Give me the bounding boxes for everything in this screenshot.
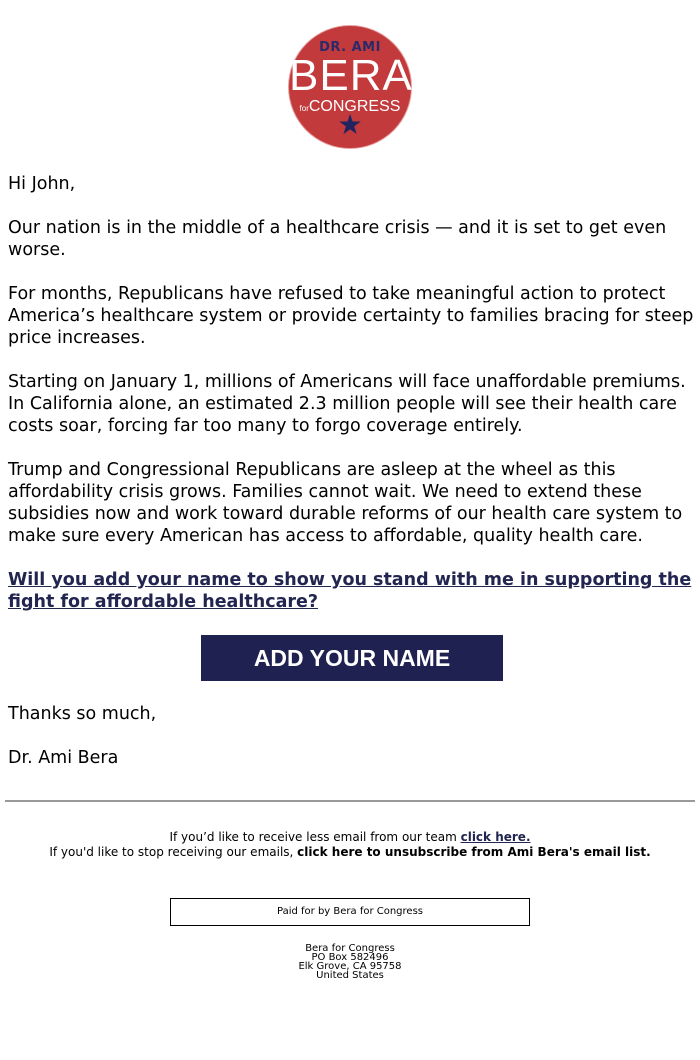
mailing-address bbox=[0, 944, 700, 980]
unsubscribe-text: If you'd like to stop receiving our emails, bbox=[49, 845, 298, 859]
address-line: Elk Grove, CA 95758 bbox=[298, 961, 402, 972]
paid-for-disclaimer: Paid for by Bera for Congress bbox=[170, 898, 530, 926]
logo-line1: DR. AMI bbox=[319, 40, 381, 55]
address-line: United States bbox=[316, 970, 384, 981]
address-line: PO Box 582496 bbox=[311, 952, 389, 963]
campaign-logo bbox=[289, 26, 411, 148]
paragraph: Trump and Congressional Republicans are asleep at the wheel as this affordability crisis grows. Families cannot wait. We need to extend these subsidies now and work toward durable reforms of our health care system to make sure every American has access to affordable, quality health care. bbox=[8, 460, 683, 546]
add-your-name-button[interactable]: ADD YOUR NAME bbox=[201, 635, 503, 681]
footer-links bbox=[0, 830, 700, 860]
less-email-link[interactable]: click here. bbox=[460, 830, 531, 844]
email-body bbox=[8, 173, 696, 791]
address-line: Bera for Congress bbox=[305, 943, 395, 954]
logo-congress: CONGRESS bbox=[308, 98, 401, 115]
logo-line2: BERA bbox=[289, 51, 413, 100]
signoff: Thanks so much, bbox=[8, 704, 157, 724]
logo-for: for bbox=[299, 104, 309, 113]
divider bbox=[5, 800, 695, 802]
paragraph: For months, Republicans have refused to take meaningful action to protect America’s healthcare system or provide certainty to families bracing for steep price increases. bbox=[8, 284, 694, 348]
cta-link[interactable]: Will you add your name to show you stand with me in supporting the fight for affordable healthcare? bbox=[8, 570, 692, 612]
paragraph: Our nation is in the middle of a healthcare crisis — and it is set to get even worse. bbox=[8, 218, 667, 260]
paragraph: Starting on January 1, millions of Americans will face unaffordable premiums. In California alone, an estimated 2.3 million people will see their health care costs soar, forcing far too many to forgo coverage entirely. bbox=[8, 372, 686, 436]
less-email-text: If you’d like to receive less email from our team bbox=[169, 830, 461, 844]
unsubscribe-link[interactable]: click here to unsubscribe from Ami Bera's email list. bbox=[297, 845, 651, 859]
greeting: Hi John, bbox=[8, 174, 76, 194]
signature: Dr. Ami Bera bbox=[8, 748, 119, 768]
star-icon: ★ bbox=[337, 108, 363, 141]
